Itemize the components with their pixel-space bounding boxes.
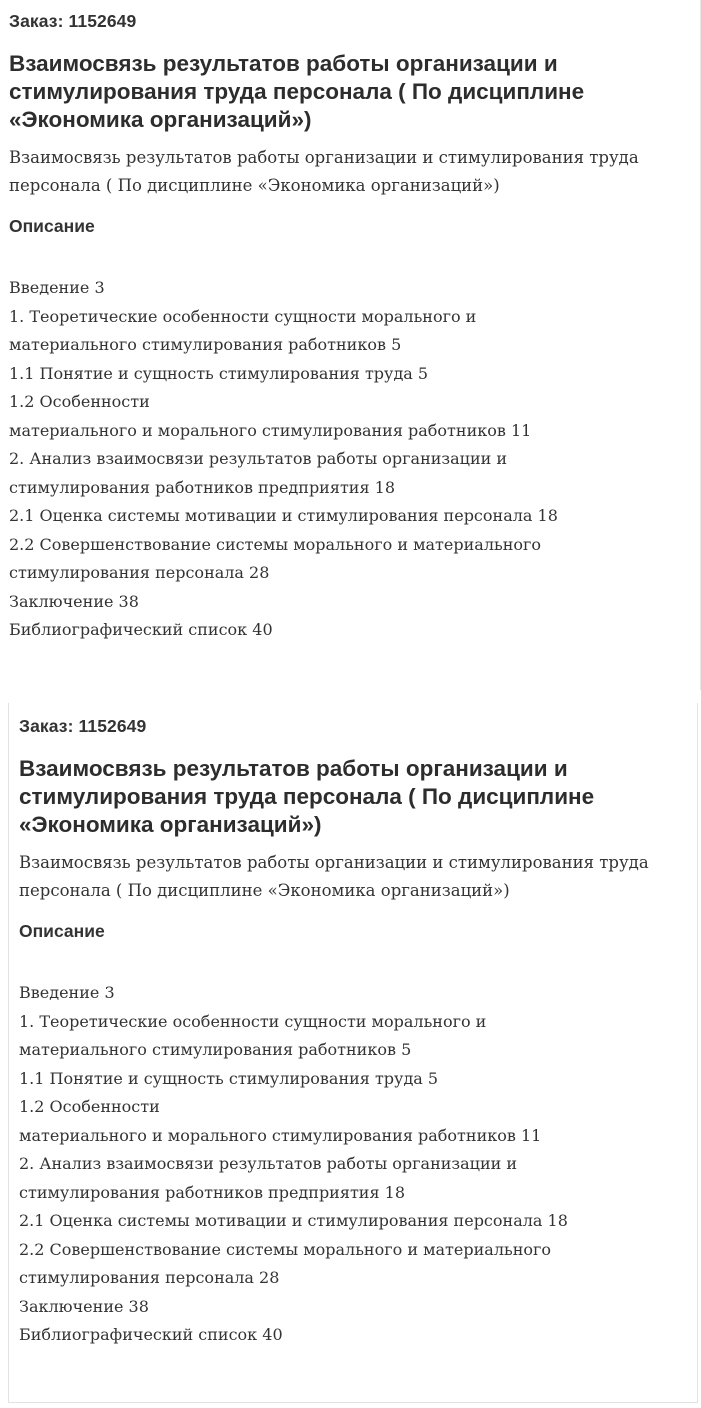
toc-line: 2. Анализ взаимосвязи результатов работы организации и — [9, 449, 508, 468]
work-subtitle: Взаимосвязь результатов работы организации и стимулирования труда персонала ( По дисциплине «Экономика организаций») — [19, 853, 649, 900]
order-card-1 — [0, 0, 701, 690]
toc-line: стимулирования работников предприятия 18 — [19, 1182, 405, 1202]
toc-line: стимулирования персонала 28 — [19, 1268, 280, 1287]
toc-line: 2.2 Совершенствование системы морального и материального — [9, 534, 542, 554]
order-number: Заказ: 1152649 — [9, 11, 137, 31]
table-of-contents — [19, 979, 697, 1350]
toc-line: 1. Теоретические особенности сущности морального и — [19, 1011, 487, 1031]
toc-line: Библиографический список 40 — [19, 1325, 283, 1344]
toc-line: материального и морального стимулирования работников 11 — [19, 1125, 542, 1145]
toc-line: 2.1 Оценка системы мотивации и стимулирования персонала 18 — [19, 1211, 568, 1230]
toc-line: 2.2 Совершенствование системы морального и материального — [19, 1239, 552, 1259]
toc-line: 2. Анализ взаимосвязи результатов работы организации и — [19, 1154, 518, 1173]
order-card-2 — [8, 703, 698, 1403]
toc-line: 1. Теоретические особенности сущности морального и — [9, 306, 477, 326]
toc-line: Введение 3 — [9, 278, 105, 297]
work-title: Взаимосвязь результатов работы организации и стимулирования труда персонала ( По дисциплине «Экономика организаций») — [9, 51, 585, 132]
toc-line: 1.1 Понятие и сущность стимулирования труда 5 — [9, 363, 429, 383]
toc-line: стимулирования персонала 28 — [9, 563, 270, 582]
work-subtitle: Взаимосвязь результатов работы организации и стимулирования труда персонала ( По дисциплине «Экономика организаций») — [9, 148, 639, 195]
toc-line: 1.2 Особенности — [19, 1097, 160, 1116]
toc-line: 1.2 Особенности — [9, 392, 150, 411]
toc-line: материального и морального стимулирования работников 11 — [9, 420, 532, 440]
toc-line: материального стимулирования работников 5 — [19, 1040, 412, 1059]
toc-line: материального стимулирования работников 5 — [9, 335, 402, 354]
work-title: Взаимосвязь результатов работы организации и стимулирования труда персонала ( По дисциплине «Экономика организаций») — [19, 756, 595, 837]
description-heading: Описание — [9, 216, 95, 236]
order-number: Заказ: 1152649 — [19, 716, 147, 736]
table-of-contents — [9, 274, 700, 645]
toc-line: Заключение 38 — [19, 1296, 149, 1316]
toc-line: Библиографический список 40 — [9, 620, 273, 639]
toc-line: Заключение 38 — [9, 591, 139, 611]
description-heading: Описание — [19, 921, 105, 941]
toc-line: стимулирования работников предприятия 18 — [9, 477, 395, 497]
toc-line: 1.1 Понятие и сущность стимулирования труда 5 — [19, 1068, 439, 1088]
toc-line: Введение 3 — [19, 983, 115, 1002]
toc-line: 2.1 Оценка системы мотивации и стимулирования персонала 18 — [9, 506, 558, 525]
